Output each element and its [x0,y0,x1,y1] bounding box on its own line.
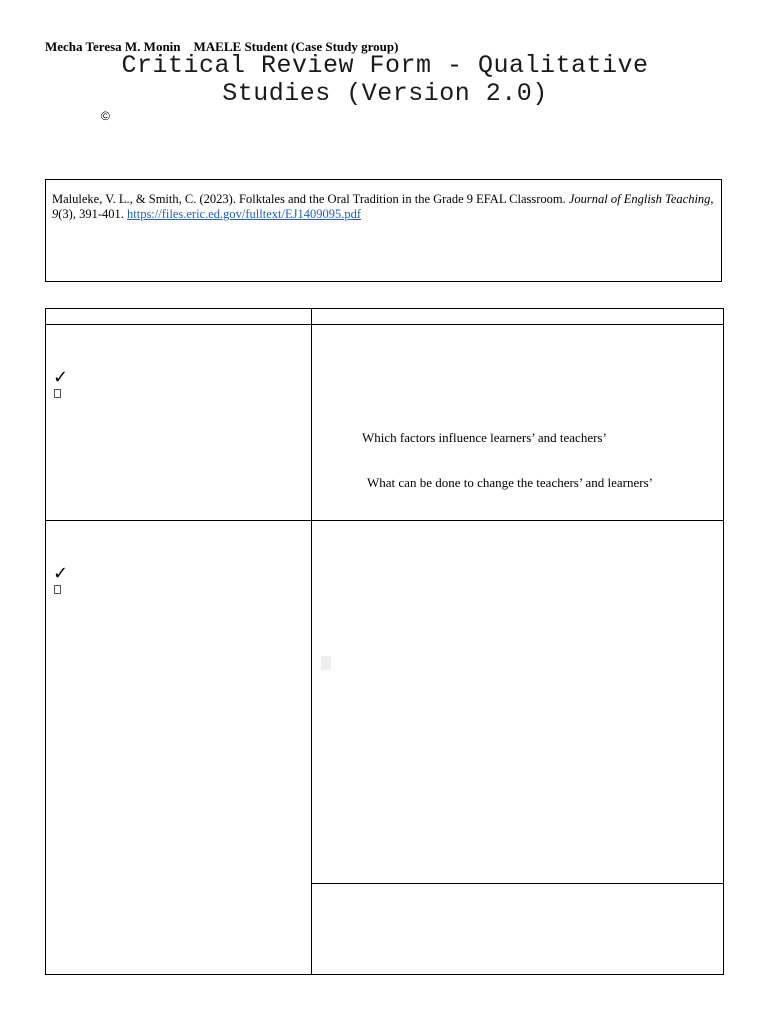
checkbox-icon[interactable] [54,585,61,594]
review-table [45,308,724,975]
checkmark-icon[interactable]: ✓ [53,563,69,584]
right-cell-divider [311,883,723,884]
header-row-divider [46,324,723,325]
form-title [60,52,710,108]
question-factors: Which factors influence learners’ and teachers’ [362,430,607,445]
faint-mark [321,656,331,670]
citation-box: Maluleke, V. L., & Smith, C. (2023). Folktales and the Oral Tradition in the Grade 9 EFAL Classroom. Journal of English Teaching, 9(3), 391-401. https://files.eric.ed.gov/fulltext/EJ1409095.pdf [45,179,722,282]
checkbox-icon[interactable] [54,389,61,398]
journal-volume: 9 [52,207,59,221]
title-line-1: Critical Review Form - Qualitative [121,51,649,80]
author-line: Mecha Teresa M. Monin MAELE Student (Case Study group) [45,39,399,54]
row-divider [46,520,723,521]
citation-pages: (3), 391-401. [58,207,127,221]
journal-name: Journal of English Teaching [568,192,711,206]
citation-link[interactable]: https://files.eric.ed.gov/fulltext/EJ1409095.pdf [127,207,361,221]
column-divider [311,309,312,974]
checkmark-icon[interactable]: ✓ [53,367,69,388]
title-line-2: Studies (Version 2.0) [222,79,548,108]
question-change: What can be done to change the teachers’ and learners’ [367,475,653,490]
citation-text: Maluleke, V. L., & Smith, C. (2023). Folktales and the Oral Tradition in the Grade 9 EFAL Classroom. [52,192,569,206]
copyright-symbol: © [101,109,110,123]
